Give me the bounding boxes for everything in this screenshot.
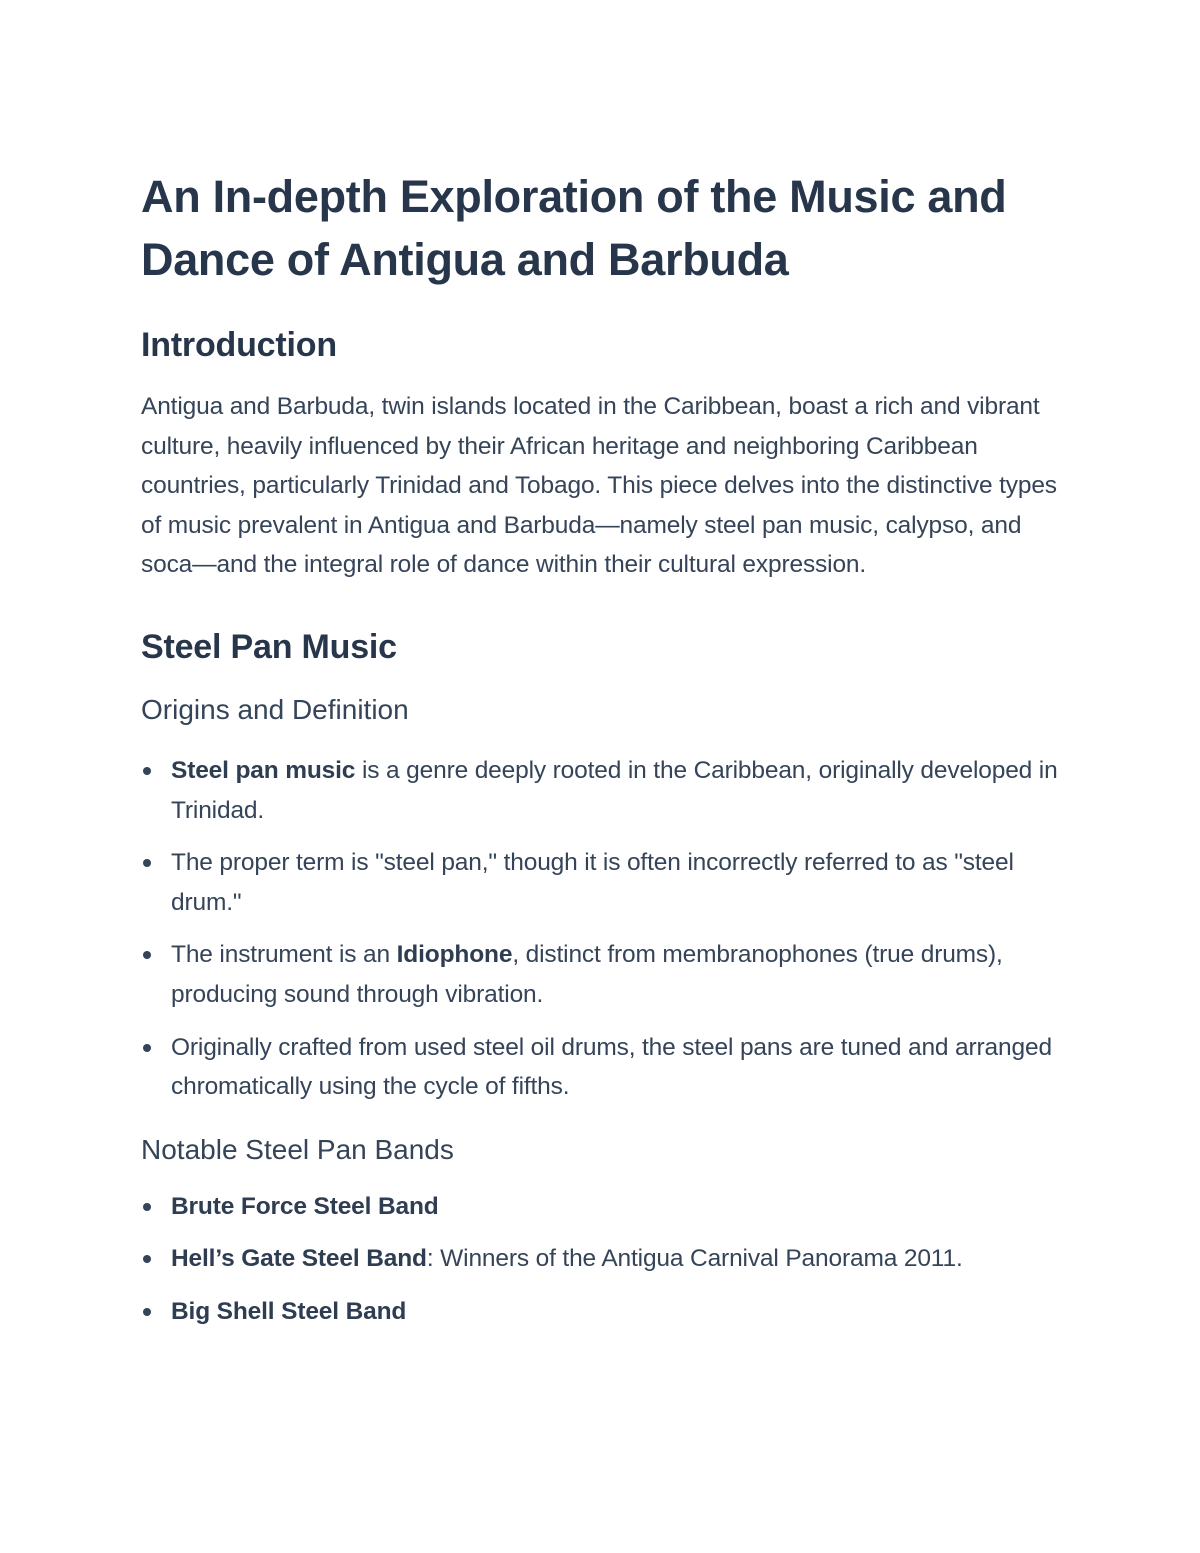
introduction-heading: Introduction bbox=[141, 326, 337, 364]
bullet-icon bbox=[143, 1203, 151, 1211]
bold-term: Idiophone bbox=[396, 941, 513, 969]
steel-pan-heading: Steel Pan Music bbox=[141, 627, 397, 666]
list-item-text: The proper term is "steel pan," though it is often incorrectly referred to as "steel drum." bbox=[171, 849, 1014, 916]
bullet-icon bbox=[143, 767, 151, 775]
list-item bbox=[141, 1028, 1066, 1107]
list-item bbox=[141, 1239, 1066, 1279]
bullet-icon bbox=[143, 1308, 151, 1316]
notable-bands-heading: Notable Steel Pan Bands bbox=[141, 1133, 454, 1165]
bands-list bbox=[141, 1187, 1066, 1332]
origins-list bbox=[141, 751, 1066, 1107]
band-name: Brute Force Steel Band bbox=[171, 1192, 439, 1220]
band-name: Big Shell Steel Band bbox=[171, 1297, 407, 1325]
list-item-text: The instrument is an bbox=[171, 941, 397, 969]
band-name: Hell’s Gate Steel Band bbox=[171, 1245, 427, 1273]
list-item-text: Originally crafted from used steel oil drums, the steel pans are tuned and arranged chromatically using the cycle of fifths. bbox=[171, 1033, 1052, 1101]
bullet-icon bbox=[143, 1044, 151, 1052]
document-page bbox=[141, 165, 1066, 1332]
bold-term: Steel pan music bbox=[171, 756, 356, 784]
list-item bbox=[141, 1292, 1066, 1332]
bullet-icon bbox=[143, 951, 151, 959]
introduction-paragraph: Antigua and Barbuda, twin islands located in the Caribbean, boast a rich and vibrant culture, heavily influenced by their African heritage and neighboring Caribbean countries, particularly Trinidad and Tobago. This piece delves into the distinctive types of music prevalent in Antigua and Barbuda—namely steel pan music, calypso, and soca—and the integral role of dance within their cultural expression. bbox=[141, 393, 1057, 579]
list-item-text: , distinct from membranophones (true drums), producing sound through vibration. bbox=[171, 941, 1003, 1008]
list-item bbox=[141, 935, 1066, 1014]
origins-heading: Origins and Definition bbox=[141, 693, 409, 725]
list-item bbox=[141, 751, 1066, 830]
bullet-icon bbox=[143, 1255, 151, 1263]
list-item bbox=[141, 1187, 1066, 1227]
bullet-icon bbox=[143, 859, 151, 867]
list-item bbox=[141, 843, 1066, 922]
list-item-text: is a genre deeply rooted in the Caribbean, originally developed in Trinidad. bbox=[171, 756, 1058, 824]
document-title: An In-depth Exploration of the Music and Dance of Antigua and Barbuda bbox=[141, 171, 1007, 285]
list-item-text: : Winners of the Antigua Carnival Panorama 2011. bbox=[426, 1245, 963, 1273]
